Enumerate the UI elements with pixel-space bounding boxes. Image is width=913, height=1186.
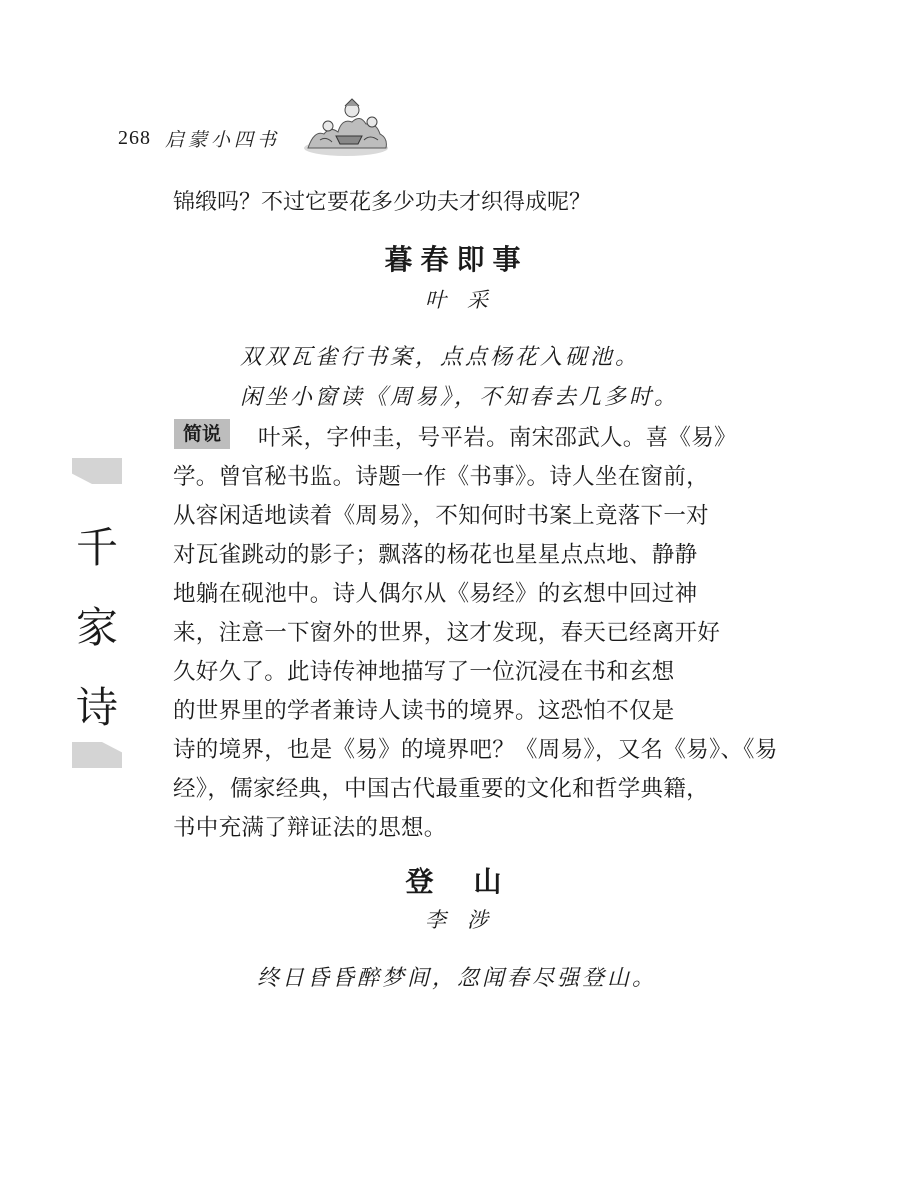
note-text-line: 的世界里的学者兼诗人读书的境界。这恐怕不仅是 [173,698,675,724]
poem-title: 暮春即事 [384,243,529,276]
poem-author: 李 涉 [425,908,488,932]
poem-line: 闲坐小窗读《周易》，不知春去几多时。 [240,385,680,410]
poem-author: 叶 采 [425,288,488,312]
side-tab-char: 家 [75,603,118,652]
side-tab-char: 千 [75,523,118,572]
note-text-line: 叶采，字仲圭，号平岩。南宋邵武人。喜《易》 [258,425,737,451]
side-tab-bar-top [72,458,122,484]
note-text-line: 诗的境界，也是《易》的境界吧？《周易》，又名《易》、《易 [173,737,778,763]
note-text-line: 学。曾官秘书监。诗题一作《书事》。诗人坐在窗前， [173,464,709,490]
note-text-line: 对瓦雀跳动的影子；飘落的杨花也星星点点地、静静 [173,542,698,568]
poem-line: 双双瓦雀行书案，点点杨花入砚池。 [240,345,641,370]
poem-line: 终日昏昏醉梦间，忽闻春尽强登山。 [257,966,658,991]
side-tab-title [72,508,122,748]
book-title: 启蒙小四书 [165,128,281,151]
side-tab-char: 诗 [75,683,118,732]
note-text-line: 地躺在砚池中。诗人偶尔从《易经》的玄想中回过神 [173,581,698,607]
page-number: 268 [118,126,151,149]
section-side-tab [72,458,124,768]
note-text-line: 久好久了。此诗传神地描写了一位沉浸在书和玄想 [173,659,675,685]
note-text-line: 书中充满了辩证法的思想。 [173,815,447,841]
note-text-line: 经》，儒家经典，中国古代最重要的文化和哲学典籍， [173,776,709,802]
note-text-line: 从容闲适地读着《周易》，不知何时书案上竟落下一对 [173,503,709,529]
poem-title: 登 山 [405,865,508,898]
scholar-illustration-icon [300,96,392,158]
note-text-line: 来，注意一下窗外的世界，这才发现，春天已经离开好 [173,620,721,646]
continuation-text: 锦缎吗？不过它要花多少功夫才织得成呢？ [173,190,592,215]
page-header [118,118,280,158]
note-label: 简说 [174,419,230,449]
